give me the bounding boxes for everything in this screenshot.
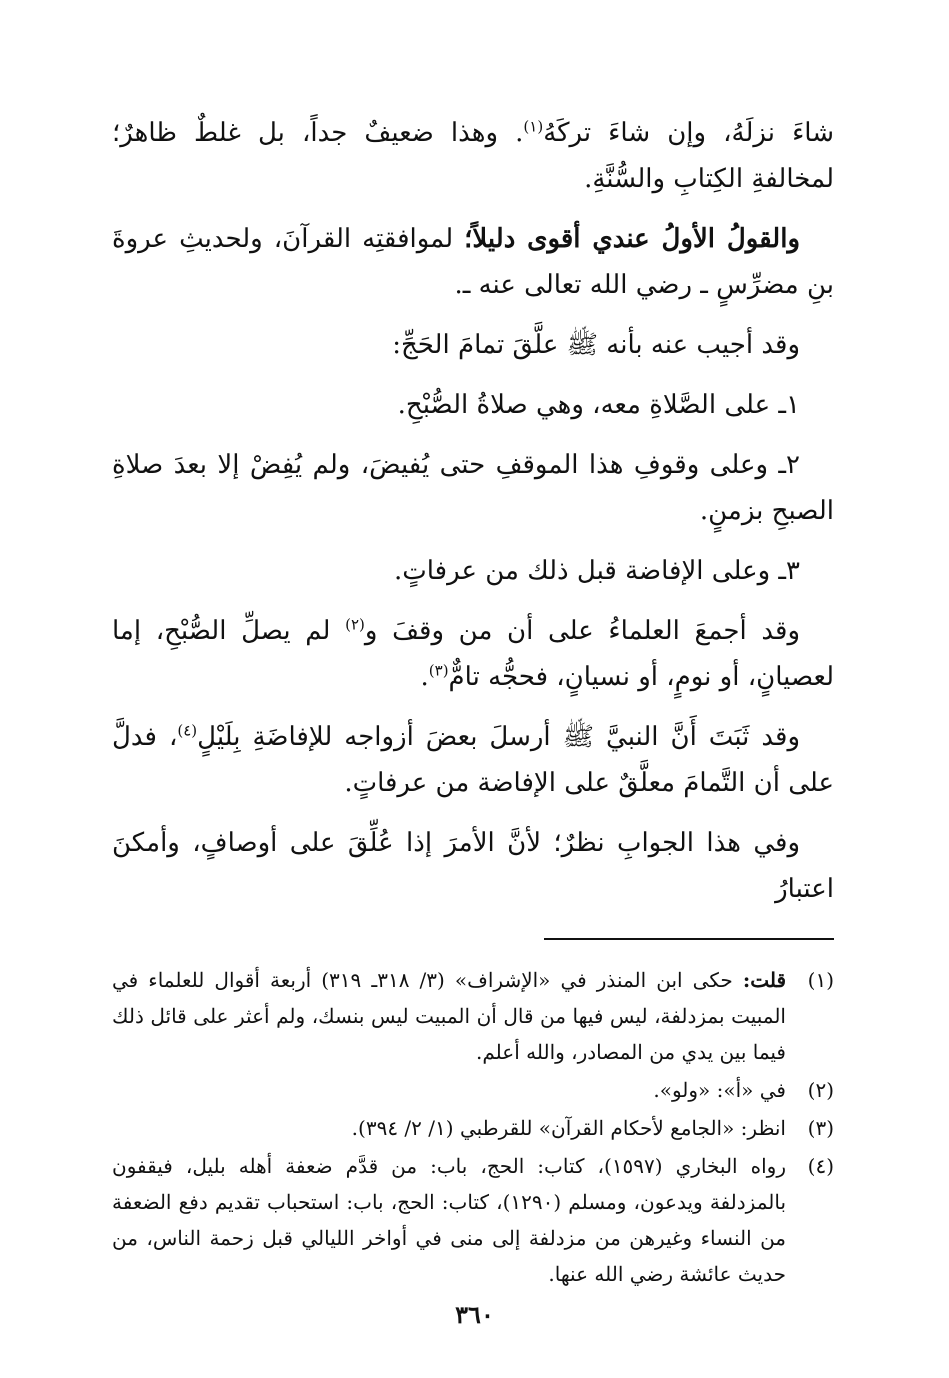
paragraph-7-mid: لم يصلِّ الصُّبْحِ، إما لعصيانٍ، أو نومٍ، أو نسيانٍ، فحجُّه تامٌّ: [112, 616, 834, 692]
footnote-ref-1[interactable]: (١): [523, 117, 544, 136]
page-number: ٣٦٠: [455, 1300, 494, 1329]
footnote-4: [112, 1148, 834, 1292]
paragraph-6: ٣ـ وعلى الإفاضة قبل ذلك من عرفاتٍ.: [394, 556, 800, 586]
paragraph-2-tail: لموافقتِه القرآنَ، ولحديثِ عروةَ بنِ مضرِّسٍ ـ رضي الله تعالى عنه ـ.: [112, 224, 834, 300]
paragraph-4: ١ـ على الصَّلاةِ معه، وهي صلاةُ الصُّبْحِ.: [397, 390, 800, 420]
footnote-ref-4[interactable]: (٤): [177, 721, 198, 740]
main-text: [112, 110, 834, 912]
footnote-text: [112, 962, 786, 1070]
paragraph-2: [112, 216, 834, 308]
page-content: [112, 110, 834, 1294]
footnote-1: [112, 962, 834, 1070]
footnote-ref-2[interactable]: (٢): [345, 615, 365, 634]
paragraph-8-text: وقد ثَبَتَ أَنَّ النبيَّ ﷺ أرسلَ بعضَ أزواجه للإفاضَةِ بِلَيْلٍ: [197, 722, 801, 752]
paragraph-1-tail: . وهذا ضعيفٌ جداً، بل غلطٌ ظاهرٌ؛ لمخالفةِ الكِتابِ والسُّنَّةِ.: [112, 118, 834, 194]
footnote-body: انظر: «الجامع لأحكام القرآن» للقرطبي (١/ ٢/ ٣٩٤).: [351, 1116, 786, 1140]
paragraph-2-bold: والقولُ الأولُ عندي أقوى دليلاً؛: [464, 224, 800, 254]
paragraph-8: [112, 714, 834, 806]
footnote-3: [112, 1110, 834, 1146]
paragraph-9: وفي هذا الجوابِ نظرٌ؛ لأنَّ الأمرَ إذا عُلِّقَ على أوصافٍ، وأمكنَ اعتبارُ: [112, 828, 834, 904]
paragraph-1-text: شاءَ نزلَهُ، وإن شاءَ تركَهُ: [543, 118, 835, 148]
paragraph-1: [112, 110, 834, 202]
paragraph-7: [112, 608, 834, 700]
footnote-number: (٣): [807, 1116, 834, 1140]
footnote-number: (١): [807, 968, 834, 992]
paragraph-5: ٢ـ وعلى وقوفِ هذا الموقفِ حتى يُفيضَ، ولم يُفِضْ إلا بعدَ صلاةِ الصبحِ بزمنٍ.: [112, 450, 834, 526]
paragraph-7-text: وقد أجمعَ العلماءُ على أن من وقفَ و: [364, 616, 801, 646]
footnote-body: في «أ»: «ولو».: [653, 1078, 786, 1102]
footnotes-section: [112, 962, 834, 1292]
footnote-body: رواه البخاري (١٥٩٧)، كتاب: الحج، باب: من قدَّم ضعفة أهله بليل، فيقفون بالمزدلفة ويدعون، ومسلم (١٢٩٠)، كتاب: الحج، باب: استحباب تقديم دفع الضعفة من النساء وغيرهن من مزدلفة إلى منى في أواخر الليالي قبل زحمة الناس، من حديث عائشة رضي الله عنها.: [112, 1154, 787, 1286]
paragraph-3: وقد أجيب عنه بأنه ﷺ علَّقَ تمامَ الحَجِّ:: [392, 330, 800, 360]
footnote-number: (٢): [807, 1078, 834, 1102]
footnote-number: (٤): [807, 1154, 834, 1178]
footnote-ref-3[interactable]: (٣): [428, 661, 449, 680]
footnote-2: [112, 1072, 834, 1108]
paragraph-8-tail: ، فدلَّ على أن التَّمامَ معلَّقٌ على الإفاضة من عرفاتٍ.: [112, 722, 834, 798]
footnote-divider: [544, 938, 834, 940]
footnote-lead: قلت:: [742, 968, 787, 992]
footnote-body: حكى ابن المنذر في «الإشراف» (٣/ ٣١٨ـ ٣١٩) أربعة أقوال للعلماء في المبيت بمزدلفة، ليس فيها من قال أن المبيت ليس بنسك، ولم أعثر على قائل ذلك فيما بين يدي من المصادر، والله أعلم.: [112, 968, 786, 1064]
paragraph-7-tail: .: [420, 662, 429, 692]
